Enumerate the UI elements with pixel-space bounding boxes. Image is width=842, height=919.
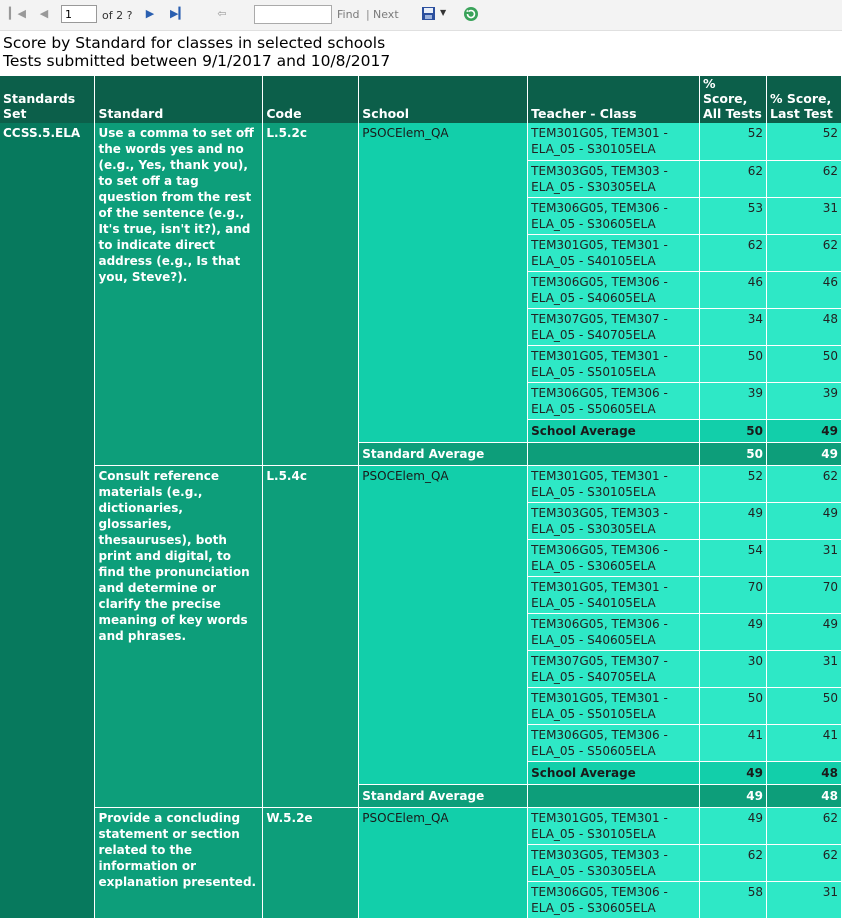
score-last-test: 31 (766, 650, 841, 687)
score-all-tests: 50 (700, 345, 767, 382)
previous-page-icon[interactable]: ◀ (39, 7, 49, 20)
score-all-tests: 70 (700, 576, 767, 613)
find-link[interactable]: Find (337, 8, 360, 21)
standard-description: Use a comma to set off the words yes and no (e.g., Yes, thank you), to set off a tag question from the rest of the sentence (e.g., It's true, isn't it?), and to indicate direct address (e.g., Is that you, Steve?). (95, 123, 263, 465)
score-table (0, 76, 842, 919)
standard-average-last: 48 (766, 784, 841, 807)
teacher-class: TEM306G05, TEM306 - ELA_05 - S50605ELA (528, 724, 700, 761)
export-save-icon[interactable] (421, 6, 436, 21)
last-page-icon[interactable]: ▶▎ (170, 7, 187, 20)
school-average-label: School Average (528, 761, 700, 784)
header-row (0, 76, 842, 123)
score-all-tests: 49 (700, 502, 767, 539)
score-all-tests: 39 (700, 382, 767, 419)
teacher-class: TEM306G05, TEM306 - ELA_05 - S40605ELA (528, 271, 700, 308)
teacher-class: TEM306G05, TEM306 - ELA_05 - S30605ELA (528, 197, 700, 234)
teacher-class: TEM307G05, TEM307 - ELA_05 - S40705ELA (528, 650, 700, 687)
report-title: Score by Standard for classes in selected schools (3, 34, 386, 52)
score-last-test: 50 (766, 687, 841, 724)
score-last-test: 46 (766, 271, 841, 308)
score-last-test: 62 (766, 234, 841, 271)
score-all-tests: 62 (700, 160, 767, 197)
score-last-test: 39 (766, 382, 841, 419)
score-last-test: 41 (766, 724, 841, 761)
score-all-tests: 46 (700, 271, 767, 308)
report-toolbar (0, 0, 842, 31)
header-standard: Standard (95, 76, 263, 123)
header-code: Code (263, 76, 359, 123)
school-name: PSOCElem_QA (359, 807, 528, 918)
score-all-tests: 41 (700, 724, 767, 761)
table-row (0, 465, 842, 502)
score-last-test: 62 (766, 807, 841, 844)
header-score-all: % Score, All Tests (700, 76, 767, 123)
refresh-icon[interactable] (463, 6, 479, 22)
score-all-tests: 62 (700, 844, 767, 881)
report-subtitle: Tests submitted between 9/1/2017 and 10/8/2017 (3, 52, 391, 70)
score-all-tests: 49 (700, 807, 767, 844)
score-last-test: 48 (766, 308, 841, 345)
score-all-tests: 52 (700, 465, 767, 502)
find-separator: | (366, 8, 370, 21)
table-row (0, 123, 842, 160)
page-count: of 2 ? (102, 9, 133, 22)
standard-average-label: Standard Average (359, 442, 528, 465)
score-all-tests: 49 (700, 613, 767, 650)
score-last-test: 49 (766, 502, 841, 539)
header-teacher-class: Teacher - Class (528, 76, 700, 123)
standard-code: L.5.4c (263, 465, 359, 807)
teacher-class: TEM301G05, TEM301 - ELA_05 - S40105ELA (528, 234, 700, 271)
standard-average-blank (528, 784, 700, 807)
standard-code: W.5.2e (263, 807, 359, 918)
school-average-all: 49 (700, 761, 767, 784)
teacher-class: TEM301G05, TEM301 - ELA_05 - S50105ELA (528, 687, 700, 724)
page-number-input[interactable] (61, 5, 97, 23)
score-last-test: 70 (766, 576, 841, 613)
score-all-tests: 58 (700, 881, 767, 918)
back-to-parent-icon[interactable]: ⇦ (217, 7, 227, 20)
first-page-icon[interactable]: ▎◀ (9, 7, 26, 20)
table-row (0, 807, 842, 844)
score-last-test: 31 (766, 539, 841, 576)
score-last-test: 31 (766, 197, 841, 234)
teacher-class: TEM301G05, TEM301 - ELA_05 - S30105ELA (528, 123, 700, 160)
teacher-class: TEM303G05, TEM303 - ELA_05 - S30305ELA (528, 502, 700, 539)
standard-code: L.5.2c (263, 123, 359, 465)
find-next-link[interactable]: Next (373, 8, 399, 21)
school-name: PSOCElem_QA (359, 465, 528, 784)
score-last-test: 50 (766, 345, 841, 382)
school-name: PSOCElem_QA (359, 123, 528, 442)
teacher-class: TEM306G05, TEM306 - ELA_05 - S50605ELA (528, 382, 700, 419)
score-all-tests: 54 (700, 539, 767, 576)
score-last-test: 49 (766, 613, 841, 650)
standard-average-last: 49 (766, 442, 841, 465)
chevron-down-icon[interactable]: ▼ (440, 8, 447, 17)
school-average-last: 49 (766, 419, 841, 442)
score-all-tests: 62 (700, 234, 767, 271)
score-all-tests: 52 (700, 123, 767, 160)
standard-description: Provide a concluding statement or section related to the information or explanation presented. (95, 807, 263, 918)
standards-set-cell: CCSS.5.ELA (0, 123, 95, 918)
standard-description: Consult reference materials (e.g., dictionaries, glossaries, thesauruses), both print and digital, to find the pronunciation and determine or clarify the precise meaning of key words and phrases. (95, 465, 263, 807)
teacher-class: TEM301G05, TEM301 - ELA_05 - S40105ELA (528, 576, 700, 613)
score-last-test: 62 (766, 160, 841, 197)
teacher-class: TEM306G05, TEM306 - ELA_05 - S40605ELA (528, 613, 700, 650)
find-input[interactable] (254, 5, 332, 24)
header-score-last: % Score, Last Test (766, 76, 841, 123)
score-all-tests: 50 (700, 687, 767, 724)
school-average-label: School Average (528, 419, 700, 442)
teacher-class: TEM301G05, TEM301 - ELA_05 - S30105ELA (528, 465, 700, 502)
score-last-test: 62 (766, 465, 841, 502)
score-last-test: 31 (766, 881, 841, 918)
header-standards-set: Standards Set (0, 76, 95, 123)
teacher-class: TEM306G05, TEM306 - ELA_05 - S30605ELA (528, 881, 700, 918)
score-last-test: 52 (766, 123, 841, 160)
standard-average-blank (528, 442, 700, 465)
next-page-icon[interactable]: ▶ (145, 7, 155, 20)
teacher-class: TEM307G05, TEM307 - ELA_05 - S40705ELA (528, 308, 700, 345)
standard-average-label: Standard Average (359, 784, 528, 807)
teacher-class: TEM303G05, TEM303 - ELA_05 - S30305ELA (528, 160, 700, 197)
standard-average-all: 49 (700, 784, 767, 807)
teacher-class: TEM301G05, TEM301 - ELA_05 - S30105ELA (528, 807, 700, 844)
teacher-class: TEM306G05, TEM306 - ELA_05 - S30605ELA (528, 539, 700, 576)
teacher-class: TEM301G05, TEM301 - ELA_05 - S50105ELA (528, 345, 700, 382)
score-all-tests: 30 (700, 650, 767, 687)
header-school: School (359, 76, 528, 123)
score-all-tests: 34 (700, 308, 767, 345)
teacher-class: TEM303G05, TEM303 - ELA_05 - S30305ELA (528, 844, 700, 881)
school-average-last: 48 (766, 761, 841, 784)
score-last-test: 62 (766, 844, 841, 881)
report-header (3, 34, 390, 70)
standard-average-all: 50 (700, 442, 767, 465)
school-average-all: 50 (700, 419, 767, 442)
score-all-tests: 53 (700, 197, 767, 234)
